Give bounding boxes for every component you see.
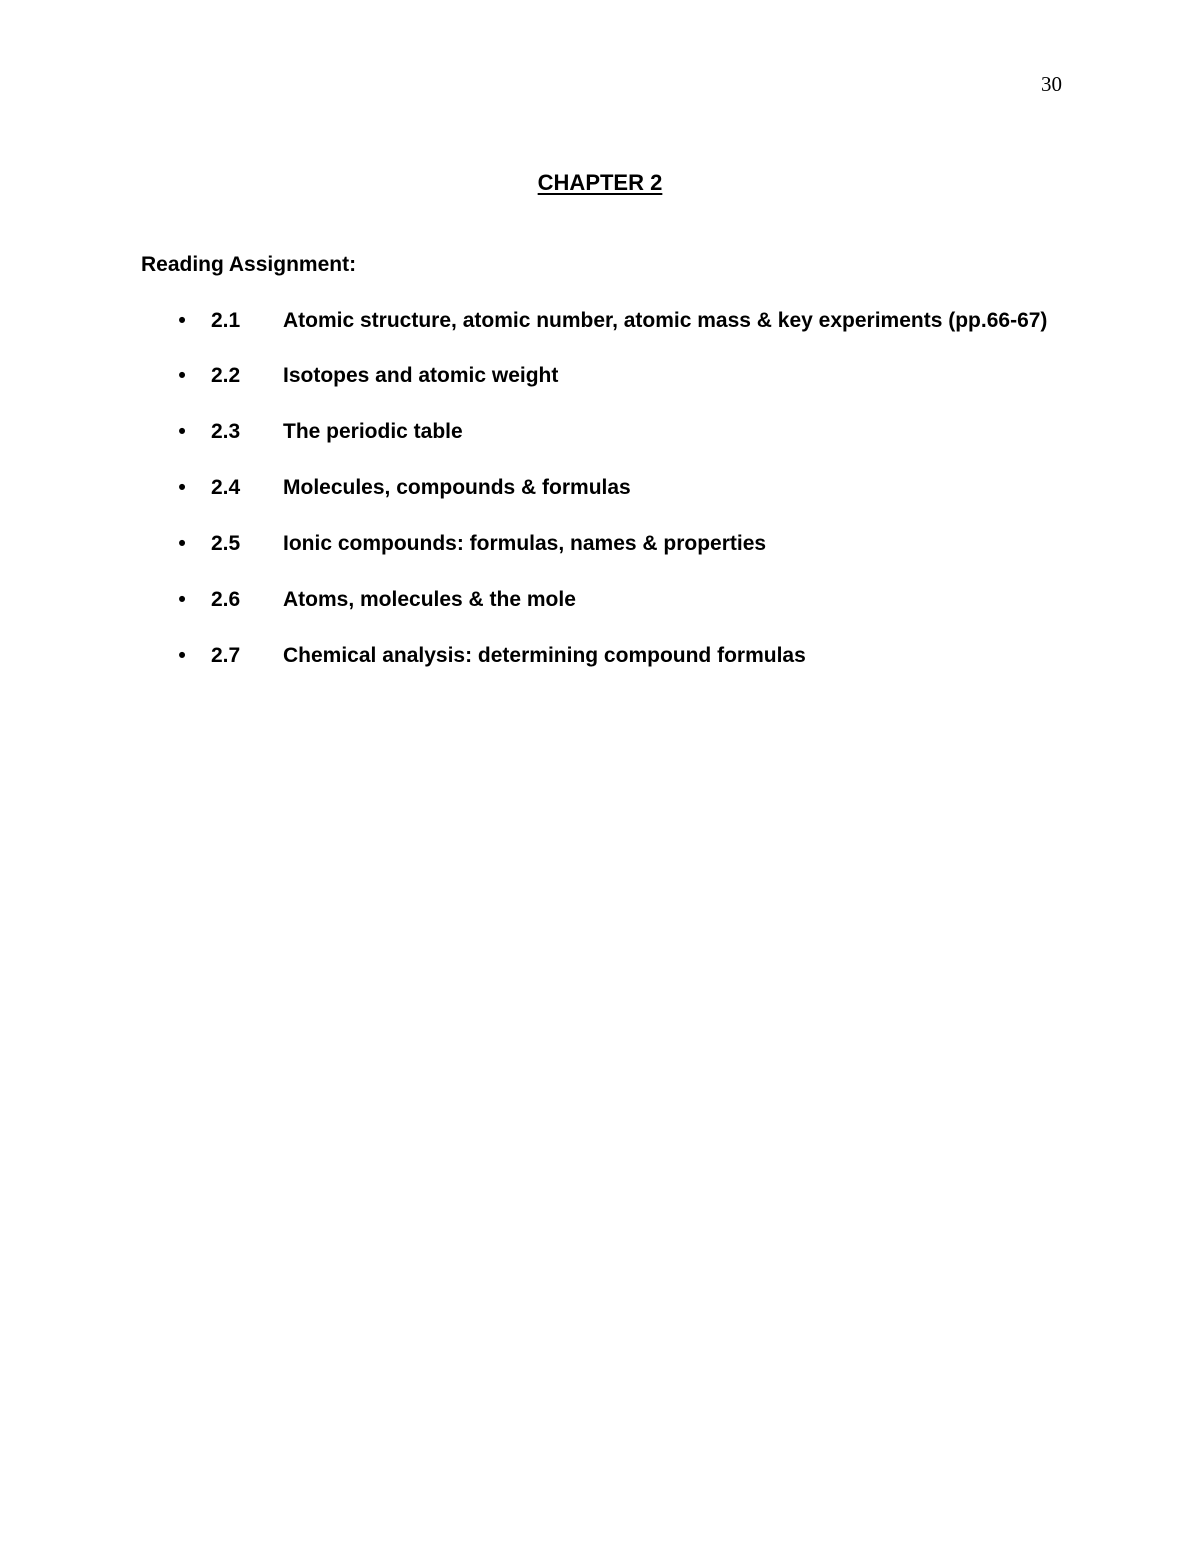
section-title: Isotopes and atomic weight: [283, 364, 559, 387]
section-number: 2.5: [211, 532, 241, 555]
section-title: Chemical analysis: determining compound formulas: [283, 644, 806, 667]
chapter-title-text: CHAPTER 2: [537, 170, 663, 195]
list-item: [0, 307, 1200, 334]
section-title: Molecules, compounds & formulas: [283, 476, 631, 499]
bullet-icon: •: [178, 420, 186, 443]
chapter-title: [0, 169, 1200, 197]
section-number: 2.6: [211, 588, 241, 611]
section-title: Atomic structure, atomic number, atomic mass & key experiments (pp.66-67): [283, 309, 1048, 332]
reading-assignment-heading: Reading Assignment:: [141, 253, 357, 276]
bullet-icon: •: [178, 476, 186, 499]
list-item: [0, 474, 1200, 501]
list-item: [0, 642, 1200, 669]
bullet-icon: •: [178, 309, 186, 332]
bullet-icon: •: [178, 588, 186, 611]
section-number: 2.7: [211, 644, 241, 667]
section-number: 2.3: [211, 420, 241, 443]
section-number: 2.1: [211, 309, 241, 332]
list-item: [0, 586, 1200, 613]
bullet-icon: •: [178, 364, 186, 387]
section-title: Atoms, molecules & the mole: [283, 588, 576, 611]
reading-assignment-list: [0, 307, 1200, 698]
list-item: [0, 418, 1200, 445]
section-title: Ionic compounds: formulas, names & properties: [283, 532, 767, 555]
list-item: [0, 530, 1200, 557]
bullet-icon: •: [178, 644, 186, 667]
section-title: The periodic table: [283, 420, 463, 443]
bullet-icon: •: [178, 532, 186, 555]
page-number: 30: [1041, 72, 1062, 96]
list-item: [0, 362, 1200, 389]
section-number: 2.2: [211, 364, 241, 387]
section-number: 2.4: [211, 476, 241, 499]
